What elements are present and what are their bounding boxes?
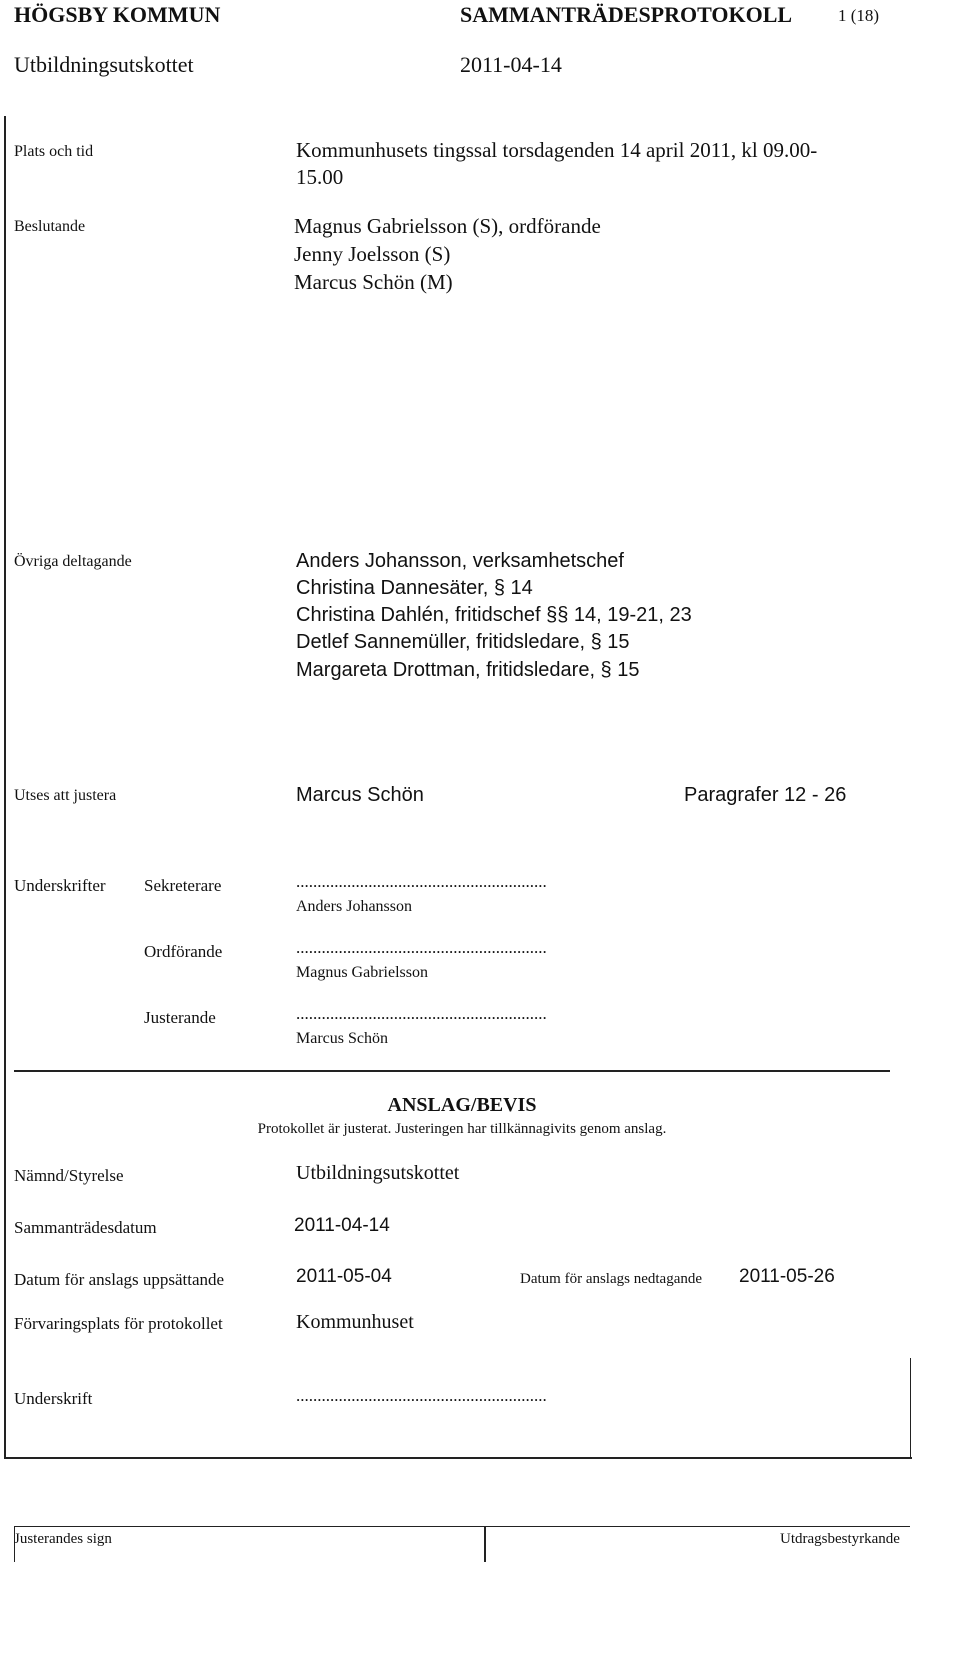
signature-line: ........................................................... (296, 938, 547, 957)
place-label: Plats och tid (14, 143, 94, 160)
deciding-member: Jenny Joelsson (S) (294, 242, 451, 266)
chair-name: Magnus Gabrielsson (296, 964, 428, 981)
posted-label: Datum för anslags uppsättande (14, 1270, 225, 1289)
storage-label: Förvaringsplats för protokollet (14, 1314, 223, 1333)
anslag-subtitle: Protokollet är justerat. Justeringen har tillkännagivits genom anslag. (257, 1121, 667, 1137)
signature-line: ........................................................... (296, 1386, 547, 1405)
other-participant: Detlef Sannemüller, fritidsledare, § 15 (296, 631, 630, 653)
meeting-date: 2011-04-14 (460, 52, 562, 77)
footer-certified: Utdragsbestyrkande (780, 1531, 900, 1547)
deciding-member: Magnus Gabrielsson (S), ordförande (294, 214, 601, 238)
frame-bottom-border (4, 1457, 912, 1459)
frame-left-border (4, 116, 6, 1458)
deciding-member: Marcus Schön (M) (294, 270, 453, 294)
adjuster-role: Justerande (144, 1008, 216, 1027)
other-participant: Anders Johansson, verksamhetschef (296, 550, 624, 572)
place-line-1: Kommunhusets tingssal torsdagenden 14 april 2011, kl 09.00- (296, 138, 818, 162)
document-type: SAMMANTRÄDESPROTOKOLL (460, 2, 793, 27)
footer-adjuster-sign: Justerandes sign (14, 1531, 112, 1547)
section-divider (14, 1070, 890, 1072)
other-participant: Christina Dahlén, fritidschef §§ 14, 19-21, 23 (296, 604, 692, 626)
signatures-label: Underskrifter (14, 876, 106, 895)
other-participant: Margareta Drottman, fritidsledare, § 15 (296, 659, 640, 681)
signature-label: Underskrift (14, 1389, 93, 1408)
municipality-name: HÖGSBY KOMMUN (14, 2, 221, 27)
footer-divider (484, 1526, 486, 1562)
secretary-role: Sekreterare (144, 876, 222, 895)
board-label: Nämnd/Styrelse (14, 1166, 124, 1185)
page-number: 1 (18) (838, 6, 880, 25)
adjuster-name: Marcus Schön (296, 784, 424, 806)
other-participant: Christina Dannesäter, § 14 (296, 577, 533, 599)
committee-name: Utbildningsutskottet (14, 52, 194, 77)
secretary-name: Anders Johansson (296, 898, 412, 915)
signature-line: ........................................................... (296, 872, 547, 891)
removed-date: 2011-05-26 (739, 1266, 835, 1287)
anslag-title: ANSLAG/BEVIS (387, 1094, 537, 1116)
deciding-label: Beslutande (14, 218, 86, 235)
adjust-label: Utses att justera (14, 787, 117, 804)
others-label: Övriga deltagande (14, 553, 132, 570)
board-value: Utbildningsutskottet (296, 1162, 460, 1184)
adjuster-signature-name: Marcus Schön (296, 1030, 388, 1047)
footer-top-line (14, 1526, 910, 1527)
signature-line: ........................................................... (296, 1004, 547, 1023)
storage-value: Kommunhuset (296, 1311, 414, 1333)
posted-date: 2011-05-04 (296, 1266, 392, 1287)
frame-right-border (910, 1358, 911, 1458)
chair-role: Ordförande (144, 942, 223, 961)
removed-label: Datum för anslags nedtagande (520, 1271, 703, 1287)
paragraphs-range: Paragrafer 12 - 26 (684, 784, 847, 806)
meeting-date-value: 2011-04-14 (294, 1215, 390, 1236)
place-line-2: 15.00 (296, 165, 344, 189)
meeting-date-label: Sammanträdesdatum (14, 1218, 157, 1237)
